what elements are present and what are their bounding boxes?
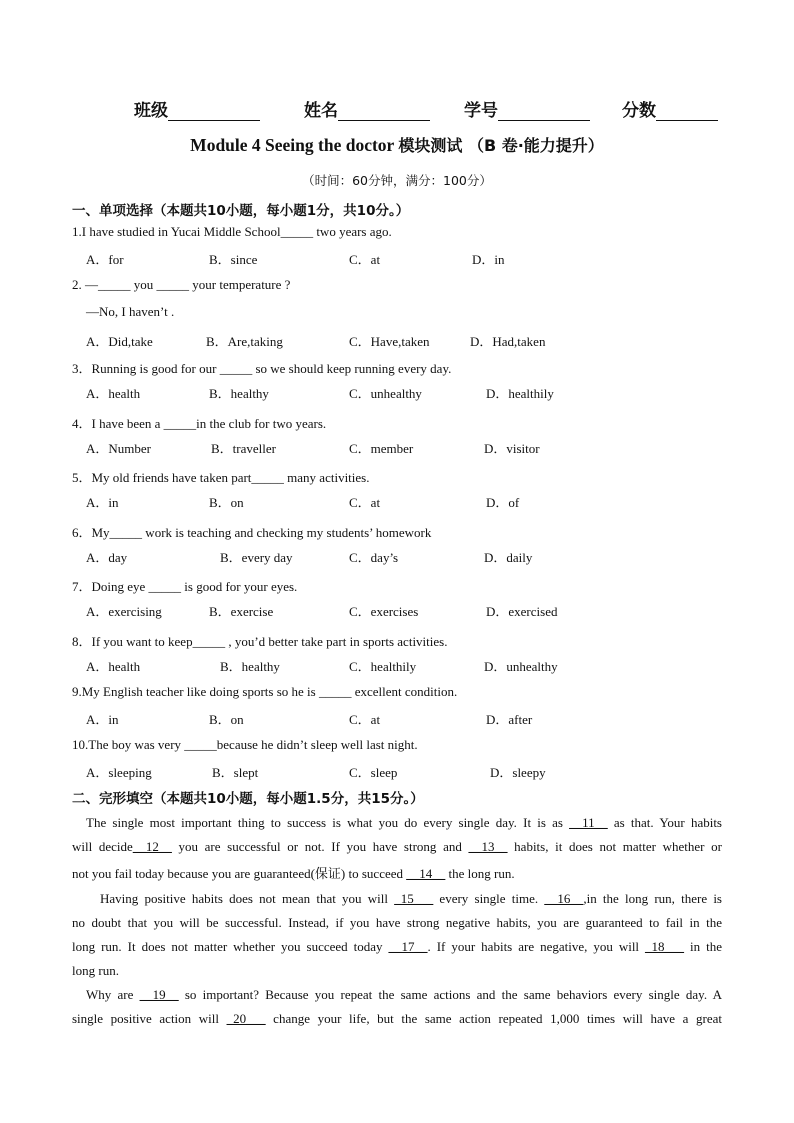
option-c[interactable]: C．at (349, 495, 381, 510)
option-d[interactable]: D．in (472, 252, 505, 267)
cloze-line (72, 939, 722, 955)
option-d[interactable]: D．exercised (486, 604, 558, 619)
option-c[interactable]: C．at (349, 712, 381, 727)
class-blank[interactable] (168, 102, 260, 121)
question-6-stem: 6．My_____ work is teaching and checking my students’ homework (72, 525, 432, 540)
cloze-text: will decide (72, 839, 133, 854)
cloze-blank[interactable]: __17__ (388, 939, 428, 954)
section1-heading: 一、单项选择（本题共10小题，每小题1分，共10分。） (72, 203, 410, 219)
option-b[interactable]: B．on (209, 712, 244, 727)
option-b[interactable]: B．exercise (209, 604, 274, 619)
option-b[interactable]: B．healthy (209, 386, 269, 401)
option-b[interactable]: B．Are,taking (206, 334, 283, 349)
question-8-options (86, 656, 766, 674)
option-a[interactable]: A．in (86, 495, 119, 510)
question-5-stem: 5．My old friends have taken part_____ many activities. (72, 470, 370, 485)
cloze-blank[interactable]: _20___ (226, 1011, 266, 1026)
question-6-options (86, 547, 766, 565)
cloze-line (72, 1011, 722, 1027)
option-b[interactable]: B．traveller (211, 441, 276, 456)
class-label: 班级 (134, 101, 168, 121)
option-c[interactable]: C．day’s (349, 550, 399, 565)
option-d[interactable]: D．sleepy (490, 765, 546, 780)
option-a[interactable]: A．day (86, 550, 128, 565)
score-blank[interactable] (656, 102, 718, 121)
option-c[interactable]: C．member (349, 441, 414, 456)
cloze-text: Why are (86, 987, 140, 1002)
question-2-options (86, 331, 766, 349)
cloze-line (72, 863, 722, 882)
cloze-text: Having positive habits does not mean that you will (100, 891, 395, 906)
section2-heading: 二、完形填空（本题共10小题，每小题1.5分，共15分。） (72, 791, 424, 807)
cloze-blank[interactable]: __11__ (569, 815, 608, 830)
question-7-options (86, 601, 766, 619)
option-b[interactable]: B．on (209, 495, 244, 510)
cloze-text: in the (684, 939, 722, 954)
student-number-field (464, 96, 590, 121)
cloze-line (86, 987, 722, 1003)
cloze-text: not you fail today because you are guaranteed(保证) to succeed (72, 866, 407, 881)
option-c[interactable]: C．exercises (349, 604, 419, 619)
cloze-blank[interactable]: __19__ (139, 987, 179, 1002)
class-field (134, 96, 260, 121)
name-blank[interactable] (338, 102, 430, 121)
question-1-stem: 1.I have studied in Yucai Middle School_____ two years ago. (72, 224, 392, 239)
header-fields (0, 96, 794, 120)
question-8-stem: 8．If you want to keep_____ , you’d better take part in sports activities. (72, 634, 448, 649)
cloze-blank[interactable]: _15___ (394, 891, 434, 906)
cloze-text: single positive action will (72, 1011, 227, 1026)
cloze-text: . If your habits are negative, you will (427, 939, 646, 954)
question-3-stem: 3．Running is good for our _____ so we should keep running every day. (72, 361, 452, 376)
cloze-text: habits, it does not matter whether or (507, 839, 722, 854)
cloze-text: The single most important thing to success is what you do every single day. It is as (86, 815, 570, 830)
question-10-stem: 10.The boy was very _____because he didn’t sleep well last night. (72, 737, 418, 752)
score-label: 分数 (622, 101, 656, 121)
question-3-options (86, 383, 766, 401)
cloze-line (86, 815, 722, 831)
option-b[interactable]: B．slept (212, 765, 259, 780)
student-number-label: 学号 (464, 101, 498, 121)
cloze-text: as that. Your habits (607, 815, 722, 830)
cloze-text: no doubt that you will be successful. Instead, if you have strong negative habits, you are guaranteed to fail in the (72, 915, 722, 930)
option-a[interactable]: A．Number (86, 441, 151, 456)
cloze-blank[interactable]: __16__ (544, 891, 584, 906)
cloze-blank[interactable]: __13__ (468, 839, 508, 854)
cloze-text: the long run. (445, 866, 515, 881)
option-c[interactable]: C．at (349, 252, 381, 267)
option-a[interactable]: A．in (86, 712, 119, 727)
question-9-options (86, 709, 766, 727)
question-1-options (86, 249, 766, 267)
student-number-blank[interactable] (498, 102, 590, 121)
cloze-line (72, 915, 722, 931)
question-5-options (86, 492, 766, 510)
option-c[interactable]: C．Have,taken (349, 334, 430, 349)
option-a[interactable]: A．health (86, 659, 141, 674)
cloze-text: you are successful or not. If you have strong and (171, 839, 469, 854)
option-c[interactable]: C．unhealthy (349, 386, 422, 401)
cloze-text: long run. It does not matter whether you succeed today (72, 939, 389, 954)
score-field (622, 96, 718, 121)
cloze-line (100, 891, 722, 907)
option-b[interactable]: B．healthy (220, 659, 280, 674)
option-d[interactable]: D．healthily (486, 386, 554, 401)
question-2-stem: 2. —_____ you _____ your temperature ? (72, 277, 291, 292)
option-c[interactable]: C．healthily (349, 659, 417, 674)
question-4-stem: 4．I have been a _____in the club for two years. (72, 416, 327, 431)
name-label: 姓名 (304, 101, 338, 121)
question-9-stem: 9.My English teacher like doing sports so he is _____ excellent condition. (72, 684, 458, 699)
option-d[interactable]: D．of (486, 495, 520, 510)
cloze-text: every single time. (433, 891, 545, 906)
cloze-text: ,in the long run, there is (583, 891, 722, 906)
option-b[interactable]: B．every day (220, 550, 293, 565)
question-10-options (86, 762, 766, 780)
page-title (0, 133, 794, 156)
title-main: Module 4 Seeing the doctor (190, 135, 395, 155)
cloze-blank[interactable]: __12__ (132, 839, 172, 854)
question-2-response: —No, I haven’t . (86, 304, 175, 319)
option-a[interactable]: A．exercising (86, 604, 162, 619)
cloze-text: change your life, but the same action repeated 1,000 times will have a great (265, 1011, 722, 1026)
cloze-line (72, 963, 722, 979)
cloze-text: so important? Because you repeat the same actions and the same behaviors every single day. A (178, 987, 722, 1002)
option-a[interactable]: A．for (86, 252, 124, 267)
option-d[interactable]: D．after (486, 712, 533, 727)
cloze-text: long run. (72, 963, 119, 978)
cloze-blank[interactable]: __14__ (406, 866, 446, 881)
option-d[interactable]: D．visitor (484, 441, 540, 456)
option-b[interactable]: B．since (209, 252, 258, 267)
option-d[interactable]: D．daily (484, 550, 533, 565)
cloze-blank[interactable]: _18___ (645, 939, 685, 954)
time-and-score-info: （时间：60分钟，满分：100分） (302, 173, 492, 188)
option-a[interactable]: A．sleeping (86, 765, 152, 780)
question-4-options (86, 438, 766, 456)
option-a[interactable]: A．health (86, 386, 141, 401)
name-field (304, 96, 430, 121)
question-7-stem: 7．Doing eye _____ is good for your eyes. (72, 579, 298, 594)
option-d[interactable]: D．Had,taken (470, 334, 546, 349)
title-cjk: 模块测试 （B 卷·能力提升） (398, 136, 604, 155)
option-c[interactable]: C．sleep (349, 765, 398, 780)
cloze-line (72, 839, 722, 855)
option-a[interactable]: A．Did,take (86, 334, 153, 349)
option-d[interactable]: D．unhealthy (484, 659, 558, 674)
